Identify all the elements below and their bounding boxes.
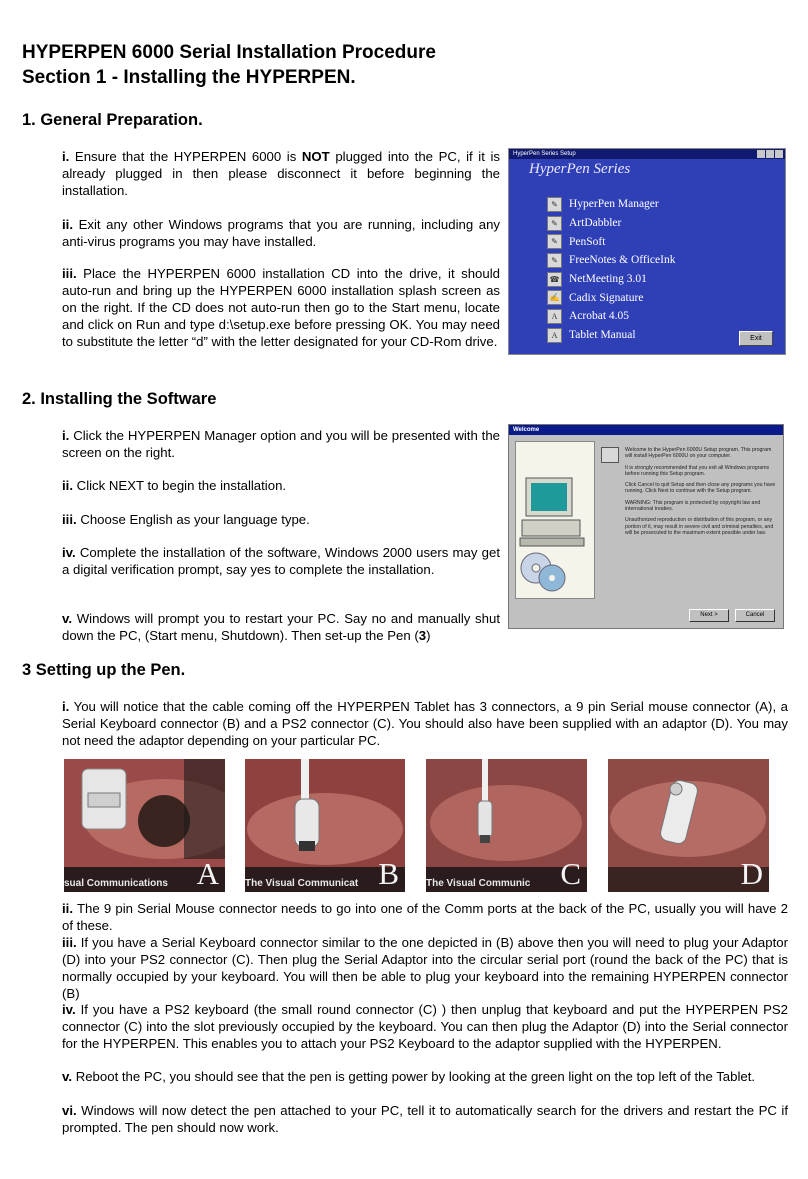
app-icon: ✍ [547,290,562,305]
menu-item-hyperpen-manager [547,195,675,214]
section-2-step-v [62,610,500,644]
step-number: v. [62,611,73,626]
app-icon: ✎ [547,234,562,249]
document-title [22,40,436,90]
step-text: Place the HYPERPEN 6000 installation CD into the drive, it should auto-run and bring up the HYPERPEN 6000 installation splash screen as on the right. If the CD does not auto-run then go to the Start menu, locate and click on Run and type d:\setup.exe before pressing OK. You may need to substitute the letter “d” with the letter designated for your CD-Rom drive. [62,266,500,349]
connector-photo-b [245,759,405,892]
section-2-heading: 2. Installing the Software [22,390,217,408]
pdf-icon: A [547,309,562,324]
section-1-heading: 1. General Preparation. [22,111,203,129]
section-reference: 3 [418,628,427,643]
next-button: Next > [689,609,729,622]
photo-label: A [196,856,219,891]
photo-label: B [378,856,399,891]
welcome-paragraph: Click Cancel to quit Setup and then close any programs you have running. Click Next to continue with the Setup program. [625,482,776,495]
welcome-paragraph: Welcome to the HyperPen 6000U Setup program. This program will install HyperPen 6000U on your computer. [625,447,772,460]
window-controls [757,150,783,158]
menu-item-label: ArtDabbler [569,217,622,230]
connector-photo-d [608,759,769,892]
step-number: i. [62,149,70,164]
connector-photo-a [64,759,225,892]
step-number: iii. [62,935,77,950]
setup-icon [601,447,619,463]
menu-item-label: PenSoft [569,235,606,248]
welcome-dialog-screenshot [508,424,784,629]
step-text: Reboot the PC, you should see that the pen is getting power by looking at the green light on the top left of the Tablet. [75,1069,756,1084]
step-text: Click NEXT to begin the installation. [76,478,287,493]
step-text: Exit any other Windows programs that you are running, including any anti-virus programs you may have installed. [62,217,501,249]
menu-item-label: Tablet Manual [569,329,636,342]
step-number: iii. [62,266,77,281]
section-3-step-vi [62,1102,788,1136]
dialog-buttons [689,609,775,622]
step-text: Windows will now detect the pen attached to your PC, tell it to automatically search for the drivers and restart the PC if prompted. The pen should now work. [62,1103,788,1135]
step-text: Click the HYPERPEN Manager option and you will be presented with the screen on the right. [62,428,501,460]
step-text: If you have a Serial Keyboard connector similar to the one depicted in (B) above then you will need to plug your Adaptor (D) into your PS2 connector (C). Then plug the Serial Adaptor into the circular serial port (round the back of the PC) that is normally occupied by your keyboard. You will then be able to plug your keyboard into the remaining HYPERPEN connector (B) [62,935,788,1001]
step-number: iii. [62,512,77,527]
section-2-step-i [62,427,500,461]
step-text: Ensure that the HYPERPEN 6000 is [74,149,297,164]
close-icon [775,150,783,158]
welcome-text [625,447,777,541]
step-text: The 9 pin Serial Mouse connector needs to go into one of the Comm ports at the back of the PC, usually you will have 2 of these. [62,901,788,933]
menu-item-artdabbler [547,214,675,233]
menu-item-label: FreeNotes & OfficeInk [569,254,676,267]
connector-photo-c [426,759,587,892]
menu-item-label: NetMeeting 3.01 [569,273,647,286]
title-line-1: HYPERPEN 6000 Serial Installation Procedure [22,42,436,63]
section-2-step-ii [62,477,500,494]
step-text: You will notice that the cable coming off the HYPERPEN Tablet has 3 connectors, a 9 pin Serial mouse connector (A), a Serial Keyboard connector (B) and a PS2 connector (C). You should also have been supplied with an adaptor (D). You may not need the adaptor depending on your particular PC. [62,699,788,748]
hyperpen-setup-screenshot [508,148,786,355]
section-3-heading: 3 Setting up the Pen. [22,661,186,679]
welcome-paragraph: WARNING: This program is protected by copyright law and international treaties. [625,499,761,513]
step-number: i. [62,428,70,443]
title-line-2: Section 1 - Installing the HYPERPEN. [22,67,356,88]
exit-button: Exit [739,331,773,346]
welcome-paragraph: Unauthorized reproduction or distribution of this program, or any portion of it, may result in severe civil and criminal penalties, and will be prosecuted to the maximum extent possible under law. [625,517,774,536]
step-text: Complete the installation of the software, Windows 2000 users may get a digital verification prompt, say yes to complete the installation. [62,545,500,577]
hyperpen-series-heading: HyperPen Series [529,161,631,177]
photo-label: D [740,856,763,891]
app-icon: ✎ [547,253,562,268]
minimize-icon [757,150,765,158]
section-3-step-iii [62,934,788,1002]
section-3-step-ii [62,900,788,934]
cancel-button: Cancel [735,609,775,622]
menu-item-label: Acrobat 4.05 [569,310,630,323]
app-icon: ☎ [547,272,562,287]
step-number: iv. [62,545,76,560]
step-emphasis: NOT [301,149,330,164]
step-text: Choose English as your language type. [80,512,310,527]
welcome-paragraph: It is strongly recommended that you exit all Windows programs before running this Setup program. [625,464,770,477]
step-text: Windows will prompt you to restart your PC. Say no and manually shut down the PC, (Start menu, Shutdown). Then set-up the Pen ( [62,611,500,643]
section-2-step-iii [62,511,500,528]
section-2-step-iv [62,544,500,578]
hyperpen-menu [547,195,675,345]
section-1-step-i [62,148,500,199]
menu-item-cadix-signature [547,288,675,307]
step-number: iv. [62,1002,76,1017]
step-text: ) [426,628,431,643]
app-icon: ✎ [547,197,562,212]
dialog-titlebar: Welcome [509,425,783,435]
photo-caption: The Visual Communic [426,878,531,889]
step-number: i. [62,699,70,714]
step-text: If you have a PS2 keyboard (the small round connector (C) ) then unplug that keyboard and put the HYPERPEN PS2 connector (C) into the slot previously occupied by the keyboard. You can then plug the Adaptor (D) into the Serial connector for the HYPERPEN. This enables you to attach your PS2 Keyboard to the adaptor supplied with the HYPERPEN. [62,1002,788,1051]
step-number: vi. [62,1103,77,1118]
photo-caption: The Visual Communicat [245,878,359,889]
maximize-icon [766,150,774,158]
menu-item-netmeeting [547,270,675,289]
menu-item-tablet-manual [547,326,675,345]
window-title: HyperPen Series Setup [513,151,576,157]
app-icon: ✎ [547,216,562,231]
section-1-step-ii [62,216,500,250]
section-1-step-iii [62,265,500,350]
section-3-step-i [62,698,788,749]
step-number: ii. [62,901,73,916]
menu-item-label: HyperPen Manager [569,198,659,211]
menu-item-label: Cadix Signature [569,291,644,304]
menu-item-acrobat [547,307,675,326]
photo-label: C [560,856,581,891]
pdf-icon: A [547,328,562,343]
menu-item-pensoft [547,232,675,251]
photo-caption: sual Communications [64,878,168,889]
menu-item-freenotes [547,251,675,270]
section-3-step-iv [62,1001,788,1052]
step-number: v. [62,1069,73,1084]
step-text: plugged into the PC, if it is already plugged in then please disconnect it before beginning the installation. [62,149,500,198]
section-3-step-v [62,1068,788,1085]
window-titlebar [509,149,785,159]
step-number: ii. [62,478,73,493]
computer-illustration [515,441,595,599]
step-number: ii. [62,217,73,232]
